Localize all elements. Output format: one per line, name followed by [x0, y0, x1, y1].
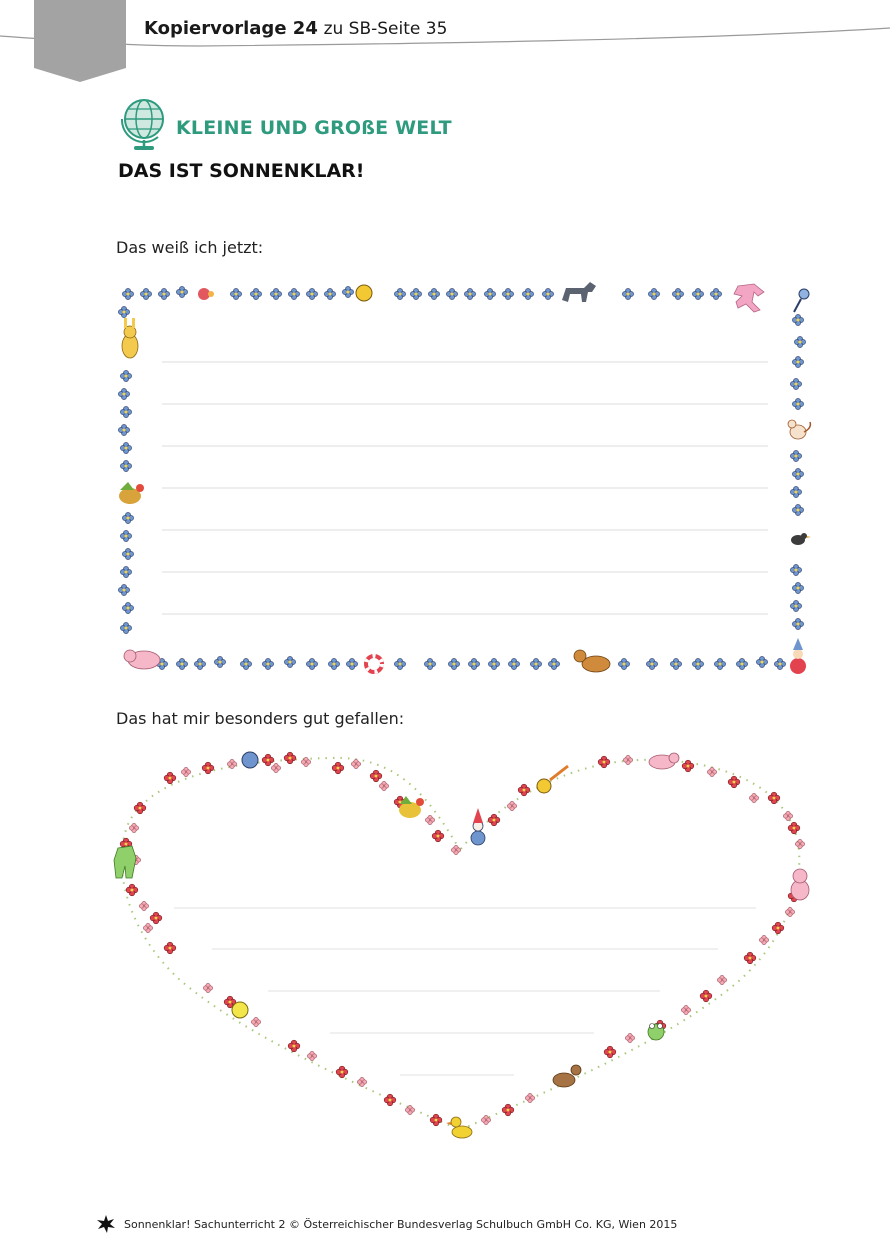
duck-icon: [446, 1117, 472, 1138]
dog-icon: [553, 1065, 581, 1087]
heart-flower-border: [120, 752, 805, 1126]
rattle-icon: [794, 289, 809, 312]
teddy-bunny-icon: [122, 318, 138, 358]
ball-icon-small: [232, 1002, 248, 1018]
onesie-icon: [734, 284, 764, 312]
footer-copyright: Sonnenklar! Sachunterricht 2 © Österreichischer Bundesverlag Schulbuch GmbH Co. KG, Wien 2015: [124, 1217, 678, 1231]
page-subtitle: DAS IST SONNENKLAR!: [118, 160, 365, 182]
rattle-icon: [537, 766, 568, 793]
prompt-liked: Das hat mir besonders gut gefallen:: [116, 709, 405, 728]
prompt-learned: Das weiß ich jetzt:: [116, 238, 264, 257]
pig-icon: [124, 650, 160, 669]
ball-icon: [356, 285, 372, 301]
publisher-logo-icon: [96, 1214, 116, 1234]
horse-icon: [562, 282, 596, 302]
gnome-toy-icon: [790, 638, 806, 674]
bird-icon: [791, 533, 811, 545]
snowman-icon: [471, 808, 485, 845]
rooster-icon: [119, 482, 144, 504]
pig-icon: [649, 753, 679, 769]
cat-icon: [788, 420, 810, 439]
ball-icon: [242, 752, 258, 768]
heart-dotted-outline: [122, 758, 800, 1130]
copy-template-label: Kopiervorlage 24: [144, 18, 318, 39]
header-title: [144, 18, 447, 39]
flower-border: [118, 286, 805, 669]
writing-lines: [162, 362, 768, 614]
teddy-bear-icon: [791, 869, 809, 900]
romper-icon: [114, 846, 136, 878]
rectangular-flower-frame: [108, 272, 820, 684]
heart-flower-frame: [100, 740, 820, 1150]
header-curve: [0, 0, 890, 90]
section-title: KLEINE UND GROßE WELT: [176, 117, 452, 139]
page-reference: zu SB-Seite 35: [323, 19, 448, 39]
heart-writing-lines: [174, 908, 756, 1075]
swim-ring-icon: [366, 656, 382, 672]
dog-icon: [574, 650, 610, 672]
globe-icon: [118, 95, 170, 153]
page-tab-marker: [34, 0, 126, 82]
footer: [96, 1214, 677, 1234]
pacifier-icon: [198, 288, 214, 300]
toy-frog-icon: [648, 1024, 664, 1041]
